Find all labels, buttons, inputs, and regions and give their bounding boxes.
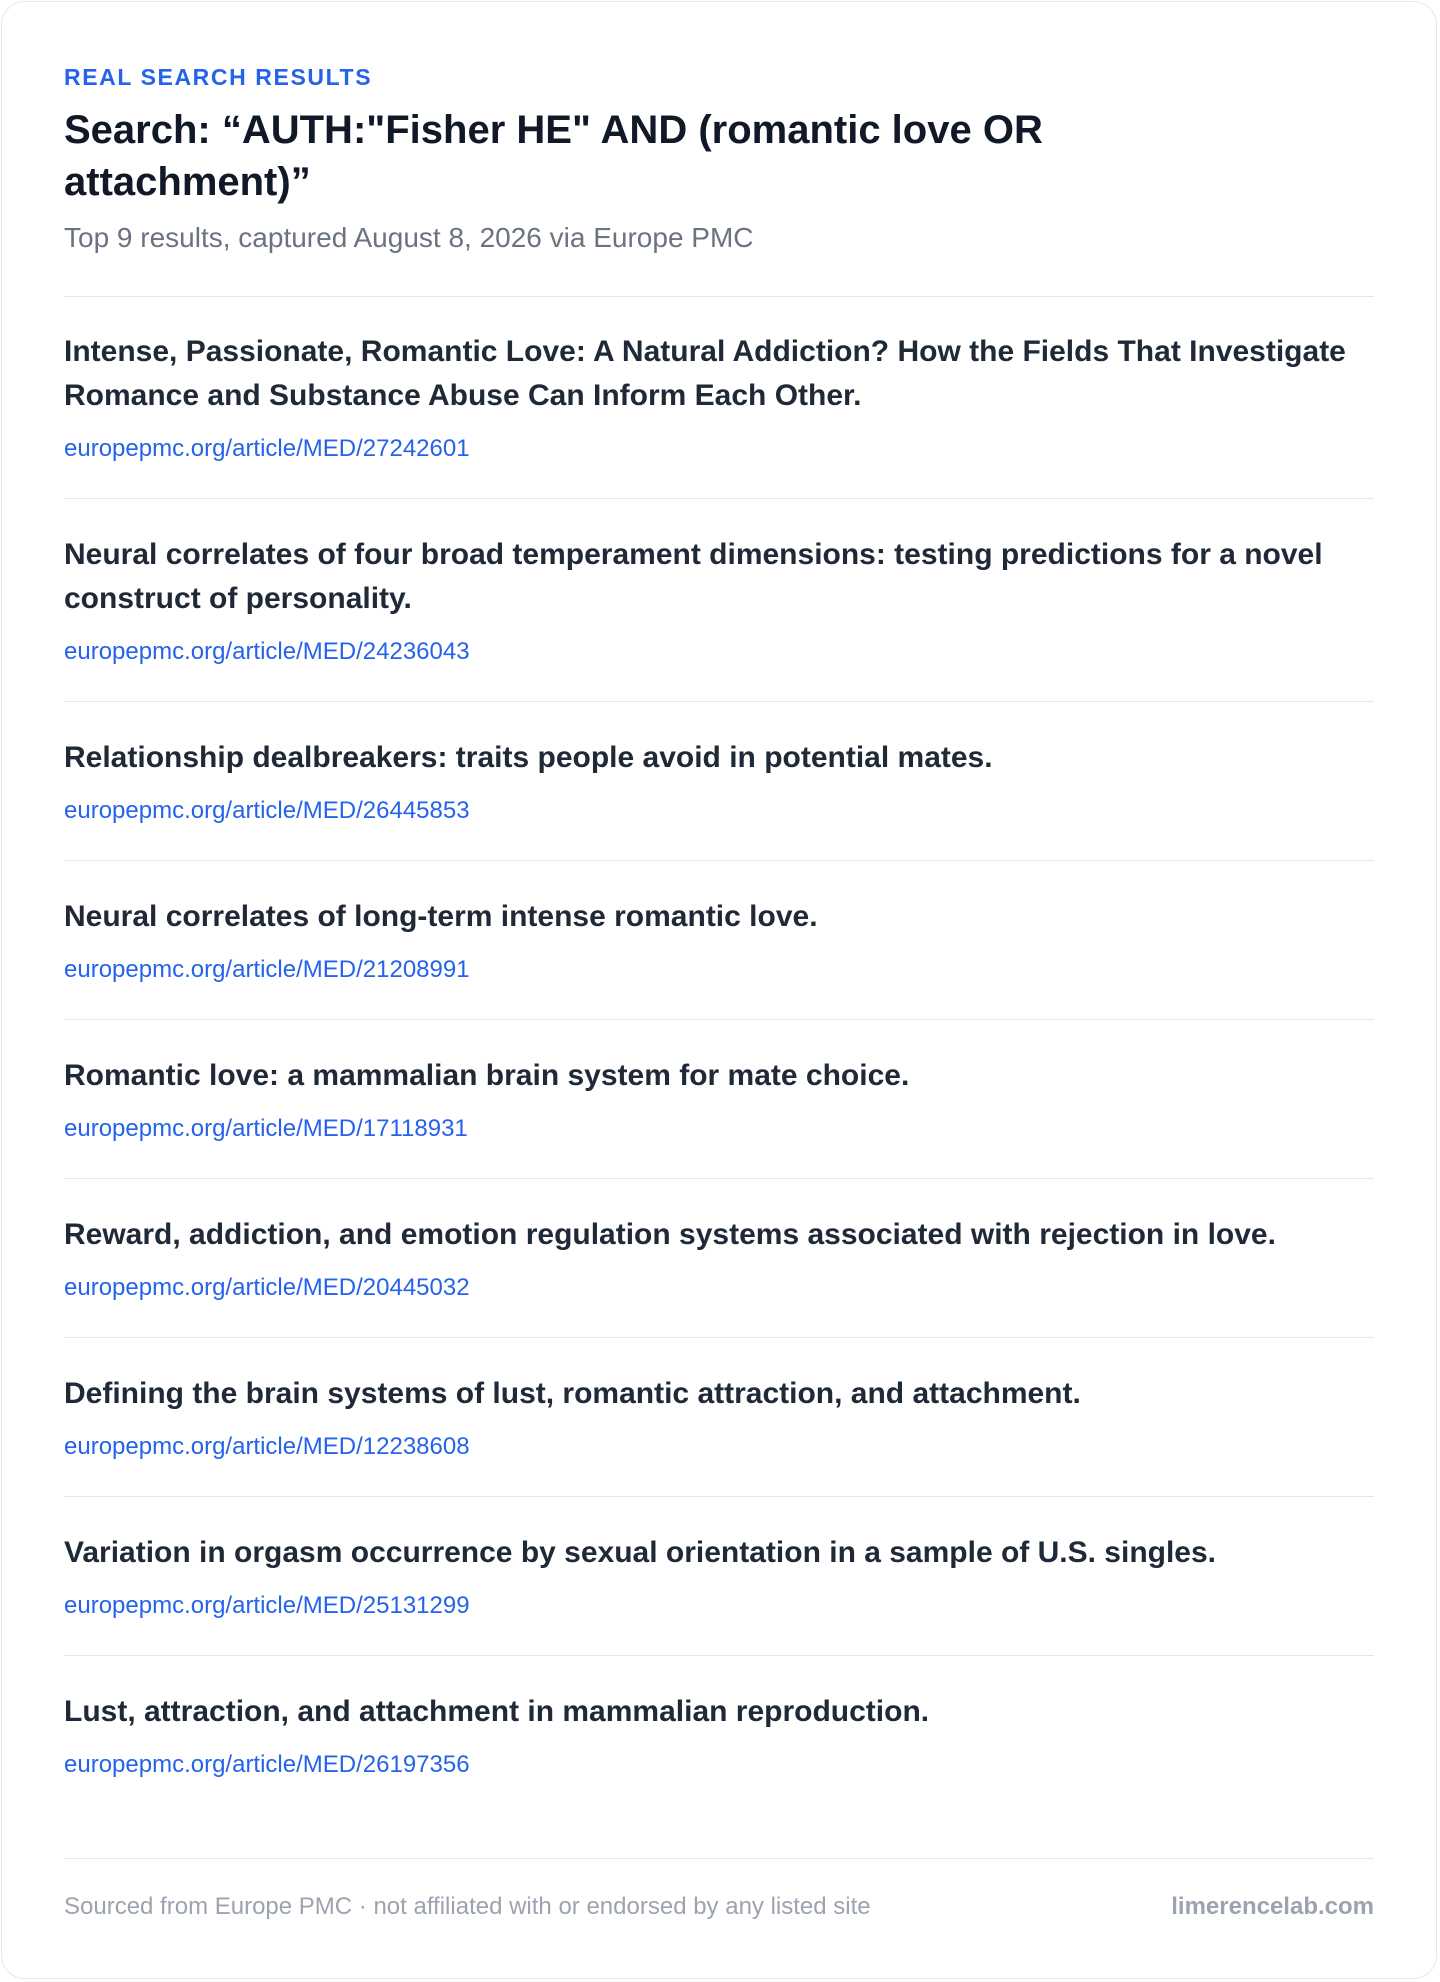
footer-disclaimer: Sourced from Europe PMC · not affiliated with or endorsed by any listed site: [64, 1893, 871, 1920]
result-item: [64, 1020, 1374, 1179]
result-link[interactable]: europepmc.org/article/MED/25131299: [64, 1592, 470, 1619]
result-link[interactable]: europepmc.org/article/MED/24236043: [64, 638, 470, 665]
result-item: [64, 296, 1374, 499]
result-item: [64, 861, 1374, 1020]
result-link[interactable]: europepmc.org/article/MED/20445032: [64, 1274, 470, 1301]
result-link[interactable]: europepmc.org/article/MED/21208991: [64, 956, 470, 983]
results-list: [64, 296, 1374, 1814]
result-title: Defining the brain systems of lust, romantic attraction, and attachment.: [64, 1377, 1081, 1410]
result-item: [64, 702, 1374, 861]
result-title: Neural correlates of long-term intense romantic love.: [64, 900, 818, 933]
footer-divider: [64, 1858, 1374, 1859]
result-link[interactable]: europepmc.org/article/MED/17118931: [64, 1115, 468, 1142]
result-item: [64, 1179, 1374, 1338]
result-link[interactable]: europepmc.org/article/MED/26197356: [64, 1751, 470, 1778]
results-card: [1, 1, 1437, 1979]
result-title: Lust, attraction, and attachment in mammalian reproduction.: [64, 1695, 930, 1728]
result-title: Relationship dealbreakers: traits people avoid in potential mates.: [64, 741, 993, 774]
result-title: Variation in orgasm occurrence by sexual orientation in a sample of U.S. singles.: [64, 1536, 1217, 1569]
result-item: [64, 1497, 1374, 1656]
result-title: Neural correlates of four broad temperament dimensions: testing predictions for a novel construct of personality.: [64, 538, 1323, 615]
result-title: Romantic love: a mammalian brain system for mate choice.: [64, 1059, 910, 1092]
result-link[interactable]: europepmc.org/article/MED/27242601: [64, 435, 470, 462]
page-subtitle: Top 9 results, captured August 8, 2026 via Europe PMC: [64, 222, 754, 253]
eyebrow-label: REAL SEARCH RESULTS: [64, 64, 373, 90]
result-link[interactable]: europepmc.org/article/MED/26445853: [64, 797, 470, 824]
result-item: [64, 1338, 1374, 1497]
result-item: [64, 499, 1374, 702]
result-title: Intense, Passionate, Romantic Love: A Natural Addiction? How the Fields That Investigate Romance and Substance Abuse Can Inform Each Other.: [64, 335, 1346, 412]
page-title: Search: “AUTH:"Fisher HE" AND (romantic love OR attachment)”: [64, 108, 1043, 204]
result-item: [64, 1656, 1374, 1814]
footer: [64, 1892, 1374, 1922]
result-title: Reward, addiction, and emotion regulation systems associated with rejection in love.: [64, 1218, 1276, 1251]
header: [64, 62, 1374, 256]
footer-brand[interactable]: limerencelab.com: [1171, 1893, 1374, 1920]
result-link[interactable]: europepmc.org/article/MED/12238608: [64, 1433, 470, 1460]
